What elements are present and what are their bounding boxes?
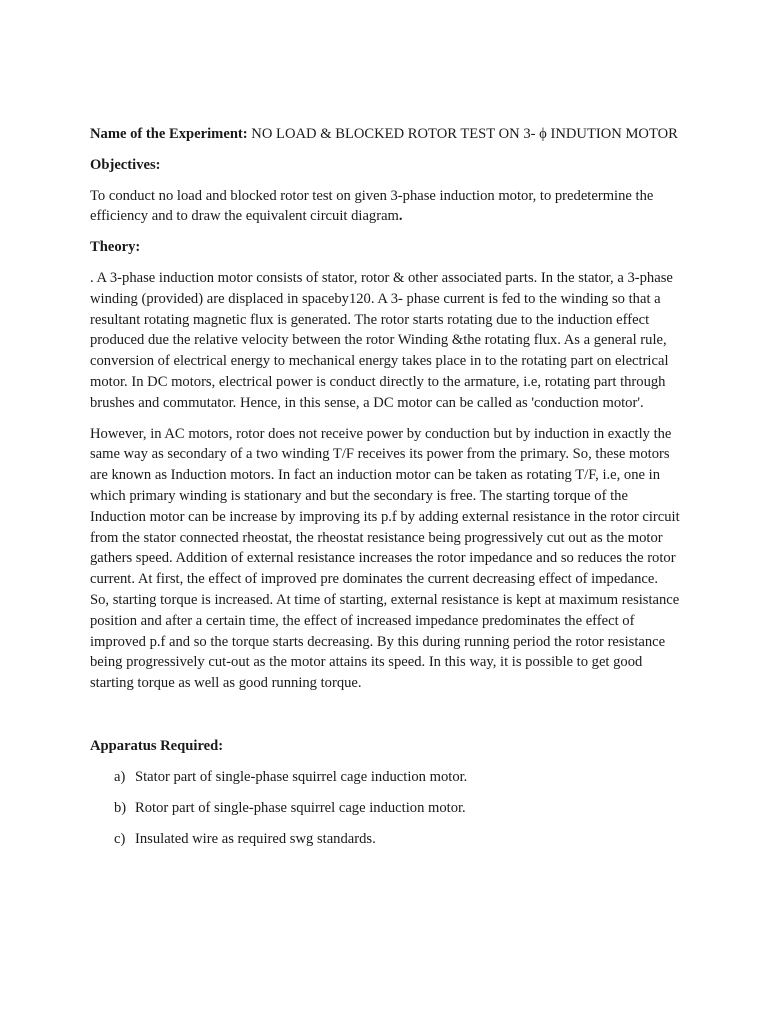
objectives-text [90, 186, 680, 228]
list-marker: c) [114, 831, 126, 848]
experiment-label: Name of the Experiment: [90, 126, 248, 142]
list-marker: b) [114, 799, 127, 816]
apparatus-item [90, 767, 680, 788]
apparatus-item [90, 829, 680, 850]
theory-heading: Theory: [90, 239, 141, 256]
list-item-text: Stator part of single-phase squirrel cage induction motor. [135, 768, 468, 785]
document-page [90, 124, 680, 860]
theory-paragraph-2: However, in AC motors, rotor does not receive power by conduction but by induction in exactly the same way as secondary of a two winding T/F receives its power from the primary. So, these motors are known as Induction motors. In fact an induction motor can be taken as rotating T/F, i.e, one in which primary winding is stationary and but the secondary is free. The starting torque of the Induction motor can be increase by improving its p.f by adding external resistance in the rotor circuit from the stator connected rheostat, the rheostat resistance being progressively cut out as the motor gathers speed. Addition of external resistance increases the rotor impedance and so reduces the rotor current. At first, the effect of improved pre dominates the current decreasing effect of impedance. So, starting torque is increased. At time of starting, external resistance is kept at maximum resistance position and after a certain time, the effect of increased impedance predominates the effect of improved p.f and so the torque starts decreasing. By this during running period the rotor resistance being progressively cut-out as the motor attains its speed. In this way, it is possible to get good starting torque as well as good running torque. [90, 425, 680, 692]
experiment-title [90, 124, 680, 145]
apparatus-list [90, 767, 680, 850]
list-item-text: Insulated wire as required swg standards. [135, 831, 376, 848]
objectives-text-main: To conduct no load and blocked rotor test on given 3-phase induction motor, to predetermine the efficiency and to draw the equivalent circuit diagram [90, 187, 654, 225]
objectives-text-end: . [398, 208, 403, 225]
apparatus-item [90, 798, 680, 819]
section-spacer [90, 704, 680, 736]
objectives-heading: Objectives: [90, 156, 161, 173]
theory-paragraph-1: . A 3-phase induction motor consists of stator, rotor & other associated parts. In the stator, a 3-phase winding (provided) are displaced in spaceby120. A 3- phase current is fed to the winding so that a resultant rotating magnetic flux is generated. The rotor starts rotating due to the induction effect produced due the relative velocity between the rotor Winding &the rotating flux. As a general rule, conversion of electrical energy to mechanical energy takes place in to the rotating part on electrical motor. In DC motors, electrical power is conduct directly to the armature, i.e, rotating part through brushes and commutator. Hence, in this sense, a DC motor can be called as 'conduction motor'. [90, 269, 673, 411]
apparatus-heading: Apparatus Required: [90, 737, 224, 754]
list-marker: a) [114, 768, 126, 785]
experiment-name: NO LOAD & BLOCKED ROTOR TEST ON 3- ϕ INDUTION MOTOR [247, 126, 678, 142]
list-item-text: Rotor part of single-phase squirrel cage induction motor. [135, 799, 466, 816]
